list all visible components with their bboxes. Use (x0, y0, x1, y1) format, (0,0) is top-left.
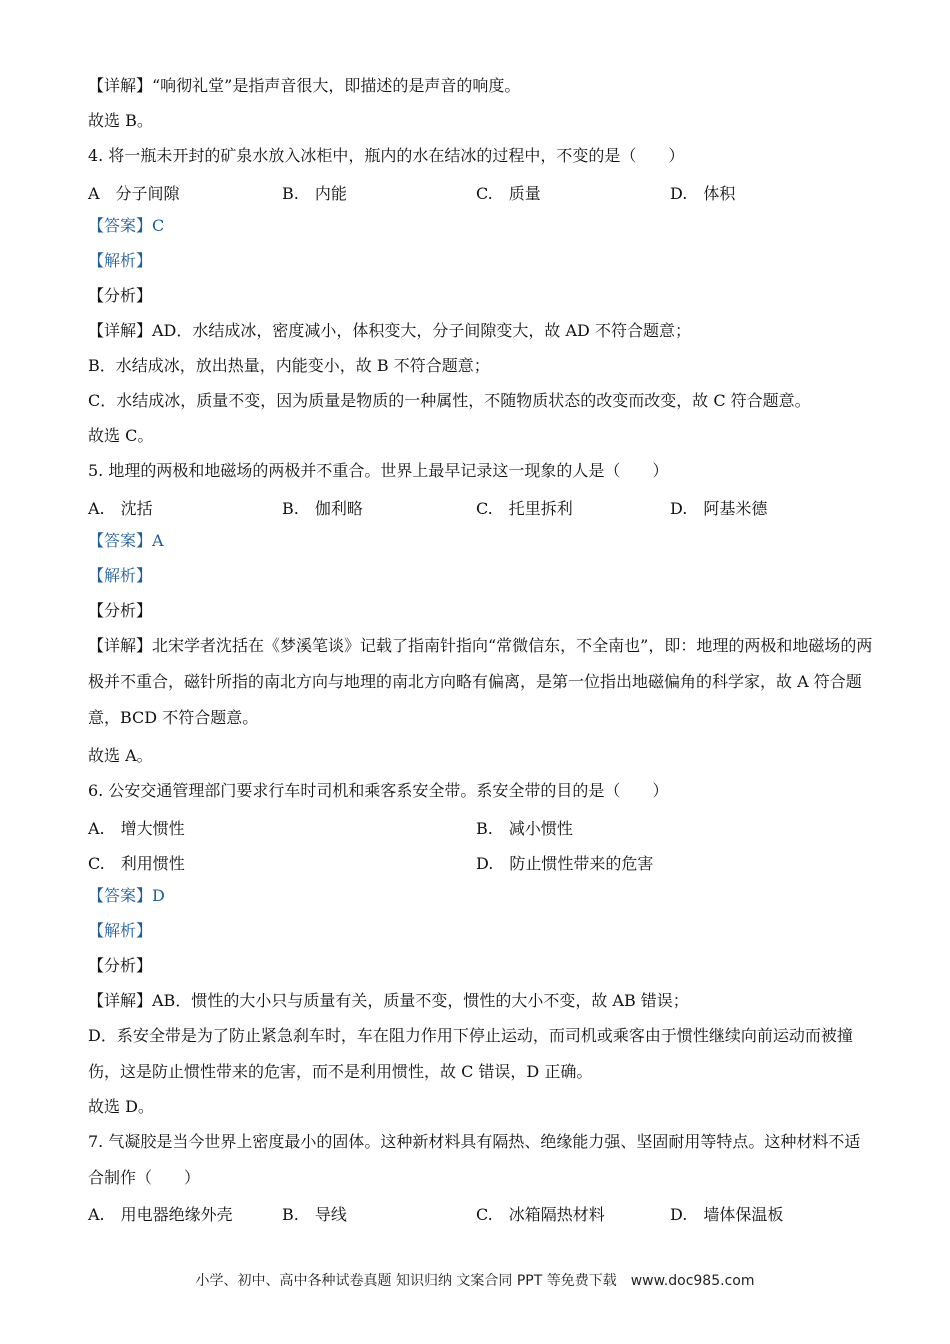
question-7: 7. 气凝胶是当今世界上密度最小的固体。这种新材料具有隔热、绝缘能力强、坚固耐用等特点。这种材料不适合制作（ ） (88, 1132, 861, 1187)
option-a: A. 沈括 (88, 499, 153, 518)
option-d: D. 防止惯性带来的危害 (476, 854, 654, 873)
question-4-options (88, 181, 878, 203)
fenxi-label: 【分析】 (88, 956, 153, 975)
detail-paragraph: 【详解】北宋学者沈括在《梦溪笔谈》记载了指南针指向“常微信东，不全南也”，即：地理的两极和地磁场的两极并不重合，磁针所指的南北方向与地理的南北方向略有偏离，是第一位指出地磁偏角的科学家，故 A 符合题意，BCD 不符合题意。 (88, 636, 873, 727)
analysis-label: 【解析】 (88, 566, 153, 585)
analysis-label: 【解析】 (88, 251, 153, 270)
detail-line: 【详解】AD．水结成冰，密度减小，体积变大，分子间隙变大，故 AD 不符合题意； (88, 321, 691, 340)
question-5: 5. 地理的两极和地磁场的两极并不重合。世界上最早记录这一现象的人是（ ） (88, 461, 669, 480)
fenxi-label: 【分析】 (88, 286, 153, 305)
analysis-label: 【解析】 (88, 921, 153, 940)
question-5-options (88, 496, 878, 518)
question-6: 6. 公安交通管理部门要求行车时司机和乘客系安全带。系安全带的目的是（ ） (88, 781, 669, 800)
option-a: A. 增大惯性 (88, 819, 185, 838)
fenxi-label: 【分析】 (88, 601, 153, 620)
option-c: C. 冰箱隔热材料 (476, 1205, 605, 1224)
option-a: A 分子间隙 (88, 184, 180, 203)
option-c: C. 托里拆利 (476, 499, 573, 518)
select-line: 故选 A。 (88, 746, 153, 765)
option-d: D. 阿基米德 (670, 499, 768, 518)
select-line: 故选 D。 (88, 1097, 154, 1116)
option-c: C. 质量 (476, 184, 541, 203)
option-b: B. 导线 (282, 1205, 347, 1224)
question-6-options (88, 816, 878, 838)
option-a: A. 用电器绝缘外壳 (88, 1205, 233, 1224)
question-4: 4. 将一瓶未开封的矿泉水放入冰柜中，瓶内的水在结冰的过程中，不变的是（ ） (88, 146, 685, 165)
option-b: B. 减小惯性 (476, 819, 573, 838)
answer-label: 【答案】C (88, 216, 165, 235)
detail-paragraph: D．系安全带是为了防止紧急刹车时，车在阻力作用下停止运动，而司机或乘客由于惯性继续向前运动而被撞伤，这是防止惯性带来的危害，而不是利用惯性，故 C 错误，D 正确。 (88, 1026, 853, 1081)
detail-line: C．水结成冰，质量不变，因为质量是物质的一种属性，不随物质状态的改变而改变，故 C 符合题意。 (88, 391, 811, 410)
detail-line: 【详解】“响彻礼堂”是指声音很大，即描述的是声音的响度。 (88, 76, 521, 95)
option-d: D. 体积 (670, 184, 736, 203)
page-footer: 小学、初中、高中各种试卷真题 知识归纳 文案合同 PPT 等免费下载 www.doc985.com (195, 1273, 755, 1289)
option-c: C. 利用惯性 (88, 854, 185, 873)
option-d: D. 墙体保温板 (670, 1205, 784, 1224)
answer-label: 【答案】D (88, 886, 165, 905)
detail-line: 【详解】AB．惯性的大小只与质量有关，质量不变，惯性的大小不变，故 AB 错误； (88, 991, 689, 1010)
option-b: B. 伽利略 (282, 499, 363, 518)
question-6-options-row2 (88, 851, 878, 873)
option-b: B. 内能 (282, 184, 347, 203)
select-line: 故选 B。 (88, 111, 153, 130)
answer-label: 【答案】A (88, 531, 164, 550)
question-7-options (88, 1202, 878, 1224)
detail-line: B．水结成冰，放出热量，内能变小，故 B 不符合题意； (88, 356, 490, 375)
select-line: 故选 C。 (88, 426, 154, 445)
